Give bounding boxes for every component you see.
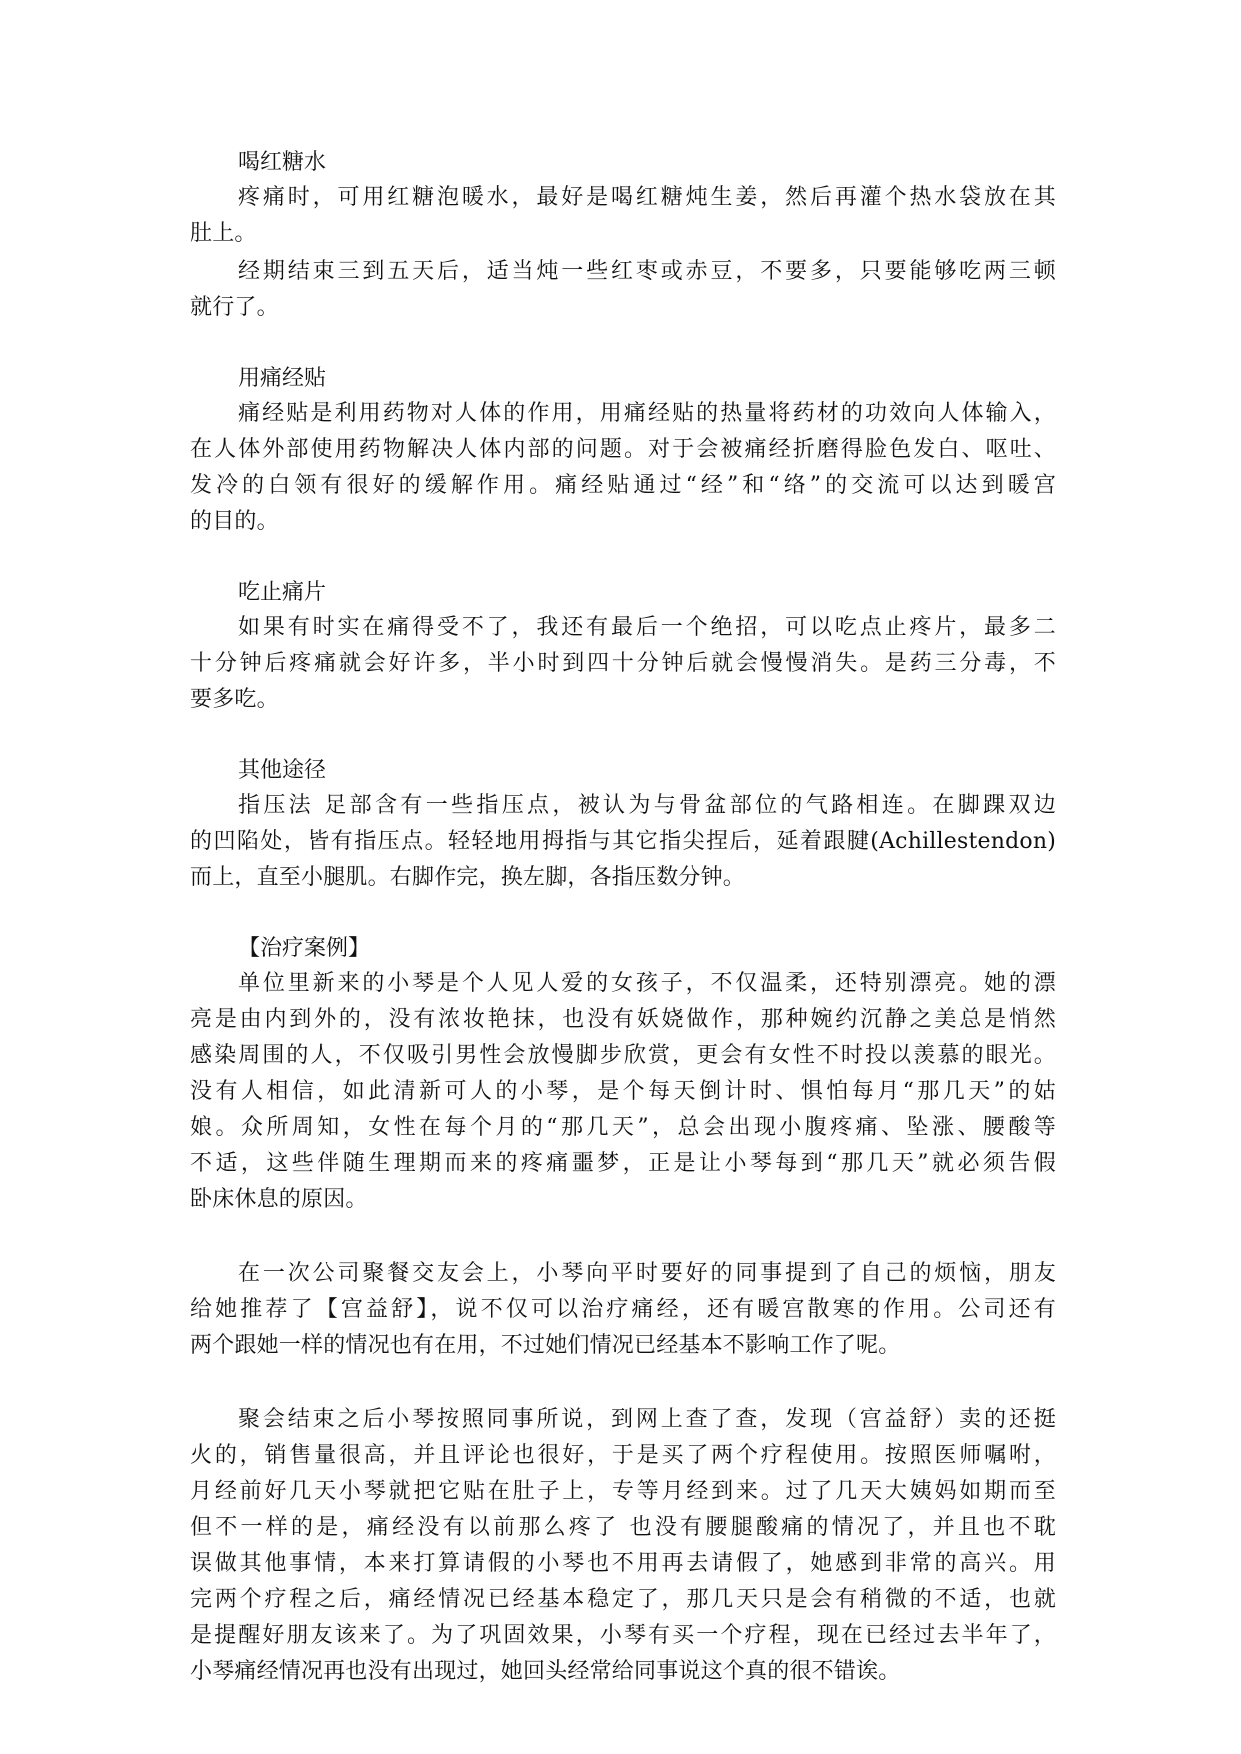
section-red-sugar-water: [190, 146, 1056, 326]
section-treatment-case: [190, 932, 1056, 1218]
text-line: 是提醒好朋友该来了。为了巩固效果，小琴有买一个疗程，现在已经过去半年了，: [190, 1623, 1056, 1648]
text-line: 但不一样的是，痛经没有以前那么疼了 也没有腰腿酸痛的情况了，并且也不耽: [190, 1515, 1056, 1540]
text-line: 的凹陷处，皆有指压点。轻轻地用拇指与其它指尖捏后，延着跟腱(Achillestendon): [190, 829, 1056, 854]
text-line: 卧床休息的原因。: [190, 1187, 368, 1212]
text-line: 在人体外部使用药物解决人体内部的问题。对于会被痛经折磨得脸色发白、呕吐、: [190, 437, 1056, 462]
section-other-methods: [190, 754, 1056, 896]
section-painkiller: [190, 576, 1056, 718]
text-line: 娘。众所周知，女性在每个月的“那几天”，总会出现小腹疼痛、坠涨、腰酸等: [190, 1115, 1056, 1140]
text-line: 火的，销售量很高，并且评论也很好，于是买了两个疗程使用。按照医师嘱咐，: [190, 1443, 1056, 1468]
text-line: 完两个疗程之后，痛经情况已经基本稳定了，那几天只是会有稍微的不适，也就: [190, 1587, 1056, 1612]
section-heading: 吃止痛片: [238, 580, 327, 605]
paragraph: [190, 966, 1056, 1218]
text-line: 经期结束三到五天后，适当炖一些红枣或赤豆，不要多，只要能够吃两三顿: [238, 259, 1056, 284]
text-line: 感染周围的人，不仅吸引男性会放慢脚步欣赏，更会有女性不时投以羡慕的眼光。: [190, 1043, 1056, 1068]
section-heading: 喝红糖水: [238, 150, 327, 175]
paragraph: [190, 396, 1056, 540]
paragraph: [190, 254, 1056, 326]
text-line: 就行了。: [190, 295, 279, 320]
text-line: 如果有时实在痛得受不了，我还有最后一个绝招，可以吃点止疼片，最多二: [238, 615, 1056, 640]
paragraph: [190, 788, 1056, 896]
section-heading: 其他途径: [238, 758, 327, 783]
text-line: 没有人相信，如此清新可人的小琴，是个每天倒计时、惧怕每月“那几天”的姑: [190, 1079, 1056, 1104]
section-heading: 用痛经贴: [238, 366, 327, 391]
text-line: 聚会结束之后小琴按照同事所说，到网上查了查，发现（宫益舒）卖的还挺: [238, 1407, 1056, 1432]
text-line: 而上，直至小腿肌。右脚作完，换左脚，各指压数分钟。: [190, 865, 746, 890]
text-line: 肚上。: [190, 221, 257, 246]
text-line: 误做其他事情，本来打算请假的小琴也不用再去请假了，她感到非常的高兴。用: [190, 1551, 1056, 1576]
text-line: 指压法 足部含有一些指压点，被认为与骨盆部位的气路相连。在脚踝双边: [238, 793, 1056, 818]
section-heading: 【治疗案例】: [238, 936, 371, 961]
section-pain-patch: [190, 362, 1056, 540]
text-line: 给她推荐了【宫益舒】，说不仅可以治疗痛经，还有暖宫散寒的作用。公司还有: [190, 1297, 1056, 1322]
paragraph: [190, 180, 1056, 252]
text-line: 月经前好几天小琴就把它贴在肚子上，专等月经到来。过了几天大姨妈如期而至: [190, 1479, 1056, 1504]
text-line: 要多吃。: [190, 687, 279, 712]
text-line: 单位里新来的小琴是个人见人爱的女孩子，不仅温柔，还特别漂亮。她的漂: [238, 971, 1056, 996]
text-line: 不适，这些伴随生理期而来的疼痛噩梦，正是让小琴每到“那几天”就必须告假: [190, 1151, 1056, 1176]
text-line: 的目的。: [190, 509, 279, 534]
text-line: 疼痛时，可用红糖泡暖水，最好是喝红糖炖生姜，然后再灌个热水袋放在其: [238, 185, 1056, 210]
paragraph: [190, 1402, 1056, 1690]
text-line: 亮是由内到外的，没有浓妆艳抹，也没有妖娆做作，那种婉约沉静之美总是悄然: [190, 1007, 1056, 1032]
text-line: 十分钟后疼痛就会好许多，半小时到四十分钟后就会慢慢消失。是药三分毒，不: [190, 651, 1056, 676]
paragraph: [190, 610, 1056, 718]
text-line: 痛经贴是利用药物对人体的作用，用痛经贴的热量将药材的功效向人体输入，: [238, 401, 1056, 426]
text-line: 在一次公司聚餐交友会上，小琴向平时要好的同事提到了自己的烦恼，朋友: [238, 1261, 1056, 1286]
text-line: 两个跟她一样的情况也有在用，不过她们情况已经基本不影响工作了呢。: [190, 1333, 901, 1358]
document-page: [190, 146, 1056, 1692]
text-line: 发冷的白领有很好的缓解作用。痛经贴通过“经”和“络”的交流可以达到暖宫: [190, 473, 1056, 498]
paragraph: [190, 1256, 1056, 1364]
text-line: 小琴痛经情况再也没有出现过，她回头经常给同事说这个真的很不错诶。: [190, 1659, 901, 1684]
